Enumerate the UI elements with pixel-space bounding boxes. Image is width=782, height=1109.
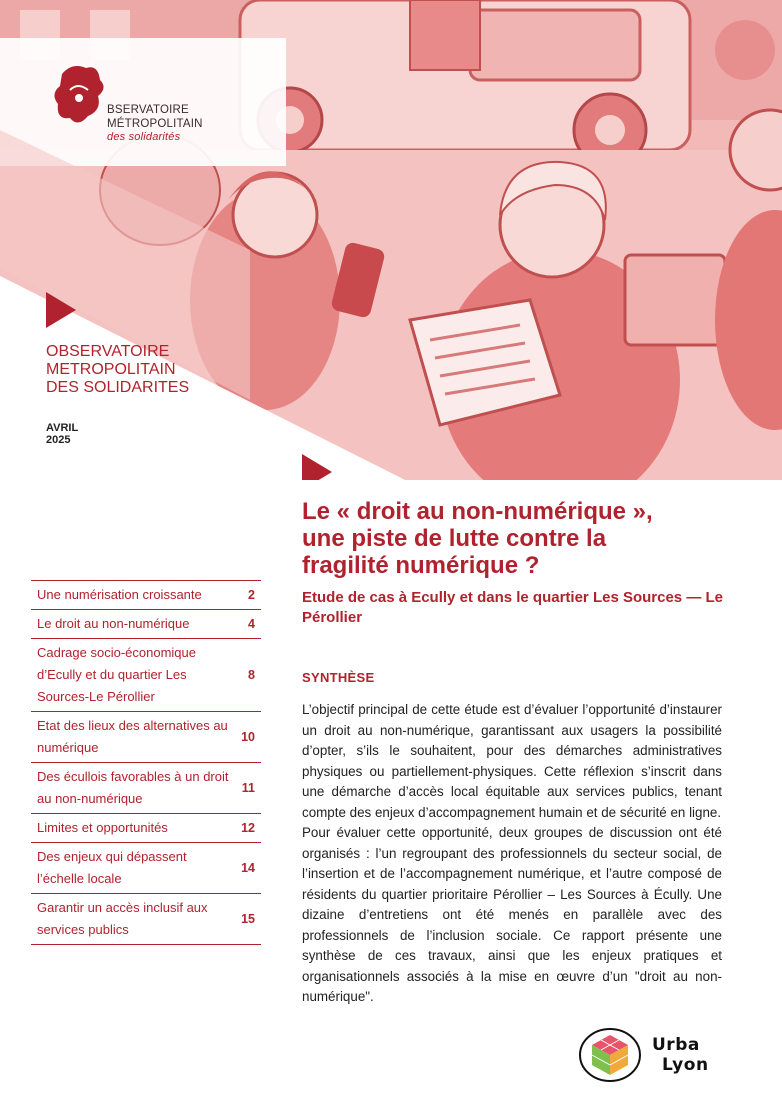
title-line1: Le « droit au non-numérique », <box>302 498 653 525</box>
toc-page: 12 <box>241 821 255 835</box>
table-of-contents <box>31 580 261 945</box>
toc-label: Des enjeux qui dépassent l’échelle locale <box>37 849 187 886</box>
toc-label: Des écullois favorables à un droit au non-numérique <box>37 769 229 806</box>
toc-page: 11 <box>241 781 255 795</box>
date-month: AVRIL <box>46 422 79 434</box>
toc-item[interactable] <box>31 894 261 945</box>
toc-item[interactable] <box>31 581 261 610</box>
map-logo-icon <box>52 60 112 140</box>
document-subtitle: Etude de cas à Ecully et dans le quartier Les Sources — Le Pérollier <box>302 589 723 626</box>
observatoire-logo <box>52 60 222 150</box>
toc-label: Cadrage socio-économique d’Ecully et du quartier Les Sources-Le Pérollier <box>37 645 196 704</box>
org-line3: DES SOLIDARITES <box>46 379 190 396</box>
toc-item[interactable] <box>31 814 261 843</box>
synthese-body <box>302 700 722 1008</box>
toc-item[interactable] <box>31 843 261 894</box>
toc-page: 8 <box>248 668 255 682</box>
toc-page: 15 <box>241 912 255 926</box>
synthese-paragraph: L’objectif principal de cette étude est d’évaluer l’opportunité d’instaurer un droit au non-numérique, garantissant aux usagers la possibilité d’opter, s’ils le souhaitent, pour des démarches administratives physiques ou partiellement-physiques. Cette réflexion s’inscrit dans une démarche d’accès local équitable aux services publics, tenant compte des enjeux d’accompagnement humain et de sécurité en ligne. <box>302 702 722 820</box>
document-title <box>302 498 762 579</box>
toc-label: Limites et opportunités <box>37 820 168 835</box>
urbalyon-cube-icon <box>578 1025 648 1085</box>
org-line2: METROPOLITAIN <box>46 361 176 378</box>
title-line2: une piste de lutte contre la <box>302 525 607 552</box>
toc-item[interactable] <box>31 639 261 712</box>
logo-text-line2: MÉTROPOLITAIN <box>107 118 203 130</box>
org-line1: OBSERVATOIRE <box>46 343 170 360</box>
toc-label: Etat des lieux des alternatives au numérique <box>37 718 228 755</box>
toc-item[interactable] <box>31 712 261 763</box>
urbalyon-text-line1: Urba <box>652 1035 700 1055</box>
toc-page: 2 <box>248 588 255 602</box>
toc-page: 14 <box>241 861 255 875</box>
toc-label: Garantir un accès inclusif aux services publics <box>37 900 208 937</box>
toc-label: Le droit au non-numérique <box>37 616 190 631</box>
toc-page: 4 <box>248 617 255 631</box>
title-line3: fragilité numérique ? <box>302 552 540 579</box>
urbalyon-text-line2: Lyon <box>662 1055 709 1075</box>
synthese-heading: SYNTHÈSE <box>302 670 375 685</box>
organisation-name <box>46 343 236 397</box>
date-year: 2025 <box>46 434 71 446</box>
urbalyon-logo <box>578 1025 728 1085</box>
toc-item[interactable] <box>31 610 261 639</box>
toc-label: Une numérisation croissante <box>37 587 202 602</box>
toc-item[interactable] <box>31 763 261 814</box>
synthese-paragraph: Pour évaluer cette opportunité, deux groupes de discussion ont été organisés : l’un regroupant des professionnels du secteur social, de l’insertion et de l’accompagnement numérique, et l’autre composé de résidents du quartier prioritaire Pérollier – Les Sources à Écully. Une dizaine d’entretiens ont été menés en parallèle avec des professionnels de l’inclusion sociale. Ce rapport présente une synthèse de ces travaux, ainsi que les enjeux pratiques et organisationnels associés à la mise en œuvre d’un "droit au non-numérique". <box>302 825 722 1004</box>
toc-page: 10 <box>241 730 255 744</box>
publication-date <box>46 422 78 446</box>
logo-text-line1: BSERVATOIRE <box>107 104 189 116</box>
logo-text-line3: des solidarités <box>107 131 181 143</box>
